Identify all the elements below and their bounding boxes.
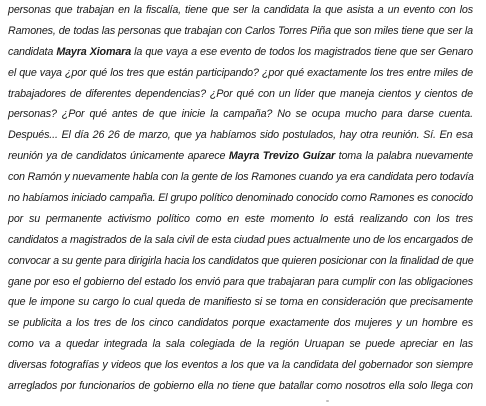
text-line	[8, 84, 473, 105]
text-run: candidata	[8, 45, 57, 58]
text-line	[8, 334, 473, 355]
text-run: personas? ¿Por qué antes de que inicie la campaña? No se ocupa mucho para darse cuenta.	[8, 108, 473, 121]
document-page	[8, 0, 473, 406]
text-run: diversas fotografías y videos que los eventos a los que va la candidata del gobernador son siempre	[8, 359, 473, 372]
text-run: por su permanente activismo político como en este momento lo está realizando con los tres	[8, 212, 473, 225]
text-run: el que vaya ¿por qué los tres que están participando? ¿por qué exactamente los tres entre miles de	[8, 66, 473, 79]
text-run: convocar a su gente para dirigirla hacia los candidatos que quieren posicionar con la finalidad de que	[8, 254, 474, 267]
text-line	[8, 376, 473, 397]
text-line	[8, 125, 473, 146]
text-line	[8, 209, 473, 230]
text-line	[8, 21, 473, 42]
text-run: Después... El día 26 26 de marzo, que ya habíamos sido postulados, hay otra reunión. Sí. En esa	[8, 129, 473, 142]
text-run: con Ramón y nuevamente habla con la gente de los Ramones cuando ya era candidata pero todavía	[8, 171, 474, 184]
text-line	[8, 251, 473, 272]
text-line	[8, 0, 473, 21]
text-run: candidatos a magistrados de la sala civil de esta ciudad pues actualmente uno de los encargados de	[8, 233, 473, 246]
text-run: toma la palabra nuevamente	[335, 150, 473, 163]
text-run: gane por eso el gobierno del estado los envió para que trabajaran para cumplir con las obligaciones	[8, 275, 473, 288]
text-run: la que vaya a ese evento de todos los magistrados tiene que ser Genaro	[131, 45, 473, 58]
text-run: Ramones, de todas las personas que trabajan con Carlos Torres Piña que son miles tiene que ser la	[8, 24, 473, 37]
bold-name: Mayra Xiomara	[56, 45, 132, 58]
text-line	[8, 272, 473, 293]
text-line	[8, 292, 473, 313]
bold-name: Mayra Trevizo Guízar	[228, 150, 336, 163]
text-run: personas que trabajan en la fiscalía, tiene que ser la candidata la que asista a un evento con los	[8, 4, 473, 16]
text-run: trabajadores de diferentes dependencias? ¿Por qué con un líder que maneja cientos y cientos de	[8, 87, 473, 100]
text-run: no habíamos iniciado campaña. El grupo político denominado conocido como Ramones es conocido	[8, 192, 473, 205]
text-line	[8, 167, 473, 188]
text-run: reunión ya de candidatos únicamente aparece	[8, 150, 229, 163]
text-line	[8, 104, 473, 125]
text-line	[8, 63, 473, 84]
text-line	[8, 355, 473, 376]
text-line	[8, 188, 473, 209]
text-run: que le impone su cargo lo cual queda de manifiesto si se toma en consideración que precisamente	[8, 296, 473, 309]
text-run: arreglados por funcionarios de gobierno ella no tiene que batallar como nosotros ella solo llega con	[8, 380, 473, 393]
text-run: se publicita a los tres de los cinco candidatos porque exactamente dos mujeres y un hombre es	[8, 317, 473, 330]
text-line	[8, 230, 473, 251]
text-run: como va a quedar integrada la sala colegiada de la región Uruapan se puede apreciar en las	[8, 338, 473, 351]
text-line	[8, 313, 473, 334]
scan-mark	[326, 400, 329, 402]
text-line	[8, 146, 473, 167]
text-line	[8, 42, 473, 63]
